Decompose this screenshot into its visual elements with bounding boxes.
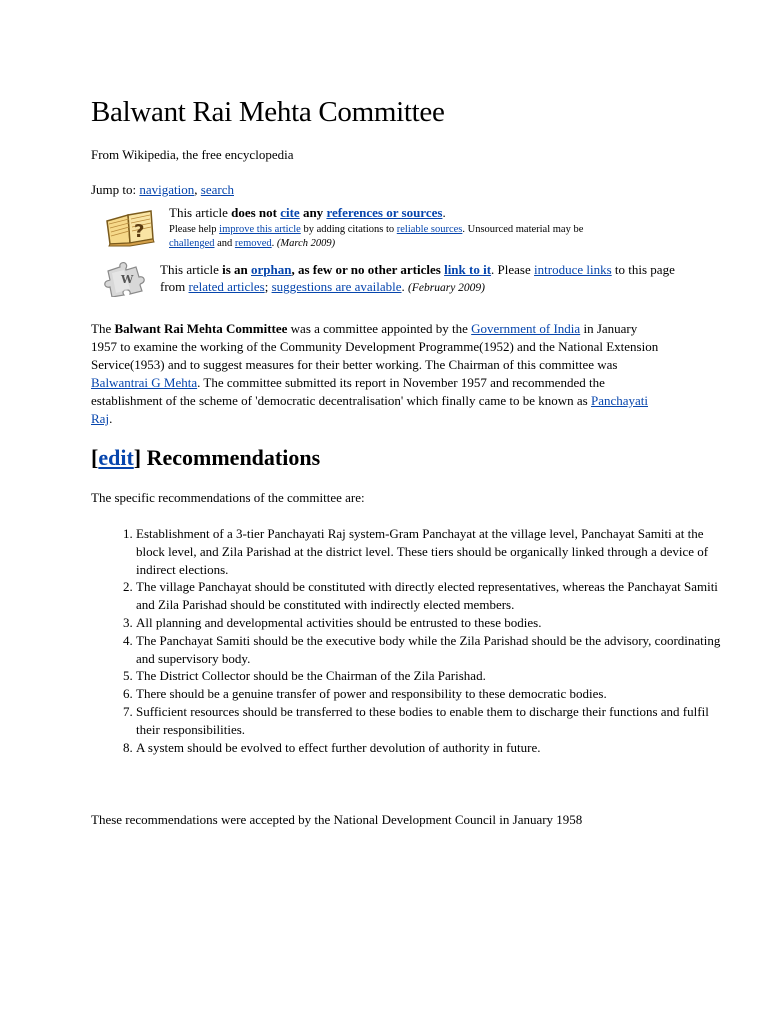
orphan-notice-text — [160, 261, 700, 297]
svg-text:?: ? — [134, 221, 145, 242]
closing-paragraph: These recommendations were accepted by the National Development Council in January 1958 — [91, 812, 583, 827]
unreferenced-notice — [104, 204, 684, 254]
balwantrai-mehta-link[interactable]: Balwantrai G Mehta — [91, 375, 198, 390]
list-item: 5. The District Collector should be the Chairman of the Zila Parishad. — [136, 667, 726, 685]
article-subject: Balwant Rai Mehta Committee — [114, 321, 288, 336]
notice-text: . — [271, 238, 277, 249]
notice-text: . — [401, 279, 409, 294]
recommendations-lead: The specific recommendations of the committee are: — [91, 490, 365, 505]
unreferenced-notice-title — [169, 205, 446, 221]
notice-text: This article — [160, 262, 223, 277]
edit-bracket: [ — [91, 445, 99, 470]
notice-text: . Please — [491, 262, 535, 277]
notice-bold: any — [299, 205, 327, 220]
intro-text: in January 1957 to examine the working of the Community Development Programme(1952) and the National Extension Service(1953) and to suggest measures for their better working. The Chairman of this committee was — [91, 321, 659, 372]
suggestions-link[interactable]: suggestions are available — [271, 279, 402, 294]
reliable-sources-link[interactable]: reliable sources — [396, 224, 463, 235]
removed-link[interactable]: removed — [234, 238, 272, 249]
intro-text: . The committee submitted its report in November 1957 and recommended the establishment of the scheme of 'democratic decentralisation' which finally came to be known as — [91, 375, 605, 408]
list-item: 8. A system should be evolved to effect further devolution of authority in future. — [136, 739, 726, 757]
page-title: Balwant Rai Mehta Committee — [91, 96, 445, 128]
svg-text:W: W — [121, 273, 134, 286]
notice-text: . — [442, 205, 446, 220]
list-item: 2. The village Panchayat should be constituted with directly elected representatives, whereas the Panchayat Samiti and Zila Parishad should be constituted with indirectly elected members. — [136, 578, 726, 614]
list-item: 3. All planning and developmental activities should be entrusted to these bodies. — [136, 614, 726, 632]
list-item: 7. Sufficient resources should be transferred to these bodies to enable them to discharge their functions and fulfil their responsibilities. — [136, 703, 726, 739]
notice-bold: , as few or no other articles — [291, 262, 445, 277]
improve-article-link[interactable]: improve this article — [219, 224, 301, 235]
panchayati-raj-link[interactable]: Panchayati Raj — [91, 393, 649, 426]
intro-paragraph — [91, 320, 666, 428]
notice-text: by adding citations to — [300, 224, 397, 235]
recommendations-list — [91, 525, 726, 756]
intro-text: was a committee appointed by the — [287, 321, 472, 336]
introduce-links-link[interactable]: introduce links — [534, 262, 612, 277]
references-link[interactable]: references or sources — [326, 205, 443, 220]
list-item: 4. The Panchayat Samiti should be the executive body while the Zila Parishad should be the advisory, coordinating and supervisory body. — [136, 632, 726, 668]
list-item: 6. There should be a genuine transfer of power and responsibility to these democratic bodies. — [136, 685, 726, 703]
notice-text: . Unsourced material may be — [462, 224, 584, 235]
book-icon — [104, 207, 156, 247]
notice-bold: is an — [222, 262, 251, 277]
site-tagline: From Wikipedia, the free encyclopedia — [91, 147, 294, 162]
edit-section-link[interactable]: edit — [98, 445, 134, 470]
cite-link[interactable]: cite — [280, 205, 300, 220]
jump-to-label: Jump to: — [91, 182, 140, 197]
edit-bracket: ] — [133, 445, 142, 470]
jump-to-bar — [91, 182, 234, 198]
puzzle-piece-icon — [104, 259, 148, 297]
related-articles-link[interactable]: related articles — [188, 279, 265, 294]
list-item: 1. Establishment of a 3-tier Panchayati Raj system-Gram Panchayat at the village level, Panchayat Samiti at the block level, and Zila Parishad at the district level. These tiers should be organically linked through a device of indirect elections. — [136, 525, 726, 578]
jump-separator: , — [194, 182, 201, 197]
section-heading-text: Recommendations — [141, 445, 321, 470]
link-to-it-link[interactable]: link to it — [444, 262, 492, 277]
notice-text: This article — [169, 205, 232, 220]
intro-text: The — [91, 321, 115, 336]
notice-text: to this page from — [160, 262, 675, 294]
notice-text: ; — [264, 279, 272, 294]
notice-date: (March 2009) — [276, 238, 336, 249]
search-link[interactable]: search — [200, 182, 234, 197]
notice-bold: does not — [231, 205, 281, 220]
notice-date: (February 2009) — [408, 282, 485, 294]
orphan-notice — [104, 259, 704, 303]
notice-text: Please help — [169, 224, 220, 235]
unreferenced-notice-detail — [169, 223, 679, 251]
orphan-link[interactable]: orphan — [251, 262, 292, 277]
section-heading-recommendations — [91, 445, 320, 471]
notice-text: and — [214, 238, 235, 249]
intro-text: . — [109, 411, 113, 426]
government-of-india-link[interactable]: Government of India — [471, 321, 581, 336]
navigation-link[interactable]: navigation — [139, 182, 195, 197]
challenged-link[interactable]: challenged — [169, 238, 215, 249]
